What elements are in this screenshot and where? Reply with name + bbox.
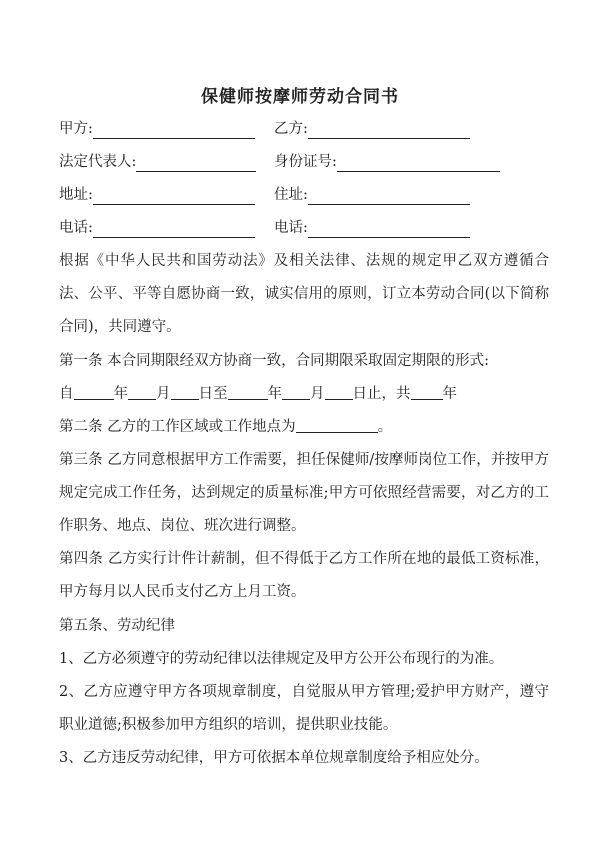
phone-b-blank[interactable] [308,221,470,238]
article-1: 第一条 本合同期限经双方协商一致，合同期限采取固定期限的形式: [59,353,489,369]
phone-a-label: 电话: [59,220,93,236]
work-location-blank[interactable] [296,416,378,433]
period-year-label: 年 [113,386,128,402]
legal-rep-field [59,152,256,172]
end-month-blank[interactable] [282,383,310,400]
id-number-blank[interactable] [337,155,500,172]
party-a-field [59,119,255,139]
address-label: 地址: [59,187,93,203]
total-years-blank[interactable] [411,383,443,400]
party-b-field [274,119,470,139]
residence-blank[interactable] [308,188,470,205]
phone-a-blank[interactable] [93,221,255,238]
phone-b-label: 电话: [274,220,308,236]
article-5-item: 3、乙方违反劳动纪律，甲方可依据本单位规章制度给予相应处分。 [59,750,489,766]
party-a-blank[interactable] [93,122,255,139]
period-month-label: 月 [156,386,171,402]
address-blank[interactable] [93,188,255,205]
article-5-heading: 第五条、劳动纪律 [59,618,175,634]
article-1-period [59,378,549,411]
start-day-blank[interactable] [171,383,199,400]
legal-rep-label: 法定代表人: [59,154,137,170]
start-month-blank[interactable] [128,383,156,400]
end-day-blank[interactable] [325,383,353,400]
residence-field [274,185,470,205]
phone-b-field [274,218,470,238]
address-field [59,185,255,205]
party-b-label: 乙方: [274,121,308,137]
article-3: 第三条 乙方同意根据甲方工作需要，担任保健师/按摩师岗位工作，并按甲方规定完成工作任务，达到规定的质量标准;甲方可依照经营需要，对乙方的工作职务、地点、岗位、班次进行调整。 [59,452,549,534]
period-end-year-label: 年 [267,386,282,402]
preamble-paragraph: 根据《中华人民共和国劳动法》及相关法律、法规的规定甲乙双方遵循合法、公平、平等自愿协商一致，诚实信用的原则，订立本劳动合同(以下简称合同)，共同遵守。 [59,253,549,335]
id-number-field [274,152,500,172]
article-2-text: 第二条 乙方的工作区域或工作地点为 [59,419,296,435]
period-total-year-label: 年 [442,386,457,402]
start-year-blank[interactable] [74,383,114,400]
article-2 [59,411,549,444]
article-2-end: 。 [377,419,393,435]
party-b-blank[interactable] [308,122,470,139]
residence-label: 住址: [274,187,308,203]
period-to-label: 日至 [198,386,228,402]
id-number-label: 身份证号: [274,154,337,170]
party-a-label: 甲方: [59,121,93,137]
legal-rep-blank[interactable] [136,155,256,172]
phone-a-field [59,218,255,238]
period-from-label: 自 [59,386,74,402]
end-year-blank[interactable] [228,383,268,400]
article-5-item: 1、乙方必须遵守的劳动纪律以法律规定及甲方公开公布现行的为准。 [59,651,504,667]
period-total-label: 日止，共 [352,386,411,402]
period-end-month-label: 月 [310,386,325,402]
document-title: 保健师按摩师劳动合同书 [201,87,399,107]
article-5-item: 2、乙方应遵守甲方各项规章制度，自觉服从甲方管理;爱护甲方财产，遵守职业道德;积极参加甲方组织的培训，提供职业技能。 [59,684,549,733]
article-4: 第四条 乙方实行计件计薪制，但不得低于乙方工作所在地的最低工资标准，甲方每月以人民币支付乙方上月工资。 [59,551,549,600]
